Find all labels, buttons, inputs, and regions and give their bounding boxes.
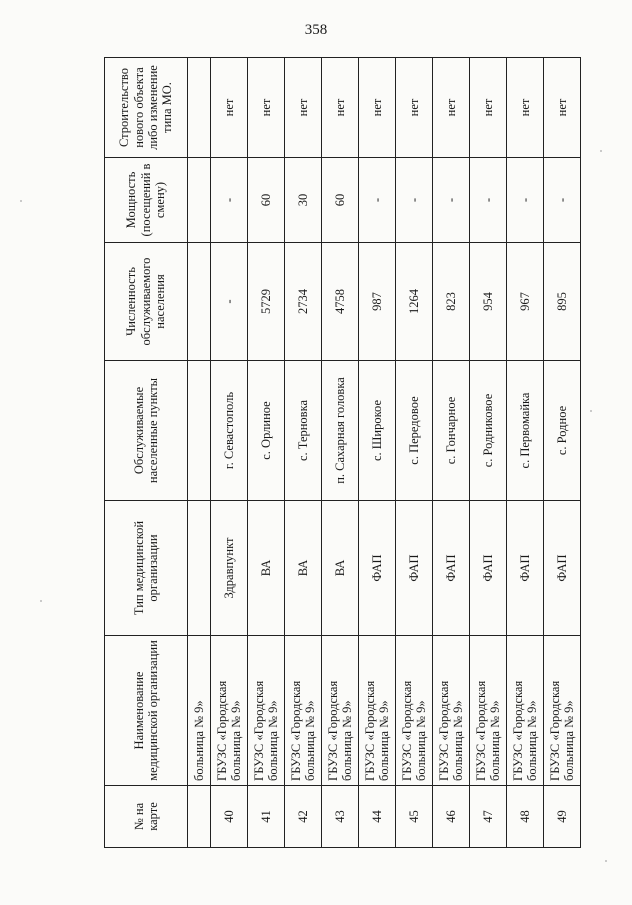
cell-construction: нет (433, 58, 470, 158)
scan-speck (590, 410, 592, 412)
cell-type: ФАП (359, 501, 396, 636)
cell-settlement: с. Передовое (396, 361, 433, 501)
table-row (285, 58, 322, 848)
continuation-row (188, 58, 211, 848)
cell-settlement: с. Широкое (359, 361, 396, 501)
cell-org: ГБУЗС «Городская больница № 9» (507, 636, 544, 786)
cell-org: ГБУЗС «Городская больница № 9» (248, 636, 285, 786)
cell-capacity: - (211, 158, 248, 243)
cell-org: ГБУЗС «Городская больница № 9» (470, 636, 507, 786)
cell-org: ГБУЗС «Городская больница № 9» (211, 636, 248, 786)
cell-capacity: - (470, 158, 507, 243)
cell-num: 42 (285, 786, 322, 848)
table-row (359, 58, 396, 848)
cell-settlement: п. Сахарная головка (322, 361, 359, 501)
table-row (470, 58, 507, 848)
cell-num: 41 (248, 786, 285, 848)
cell-construction: нет (470, 58, 507, 158)
scan-speck (600, 150, 602, 152)
cell-population: 967 (507, 243, 544, 361)
cell-capacity: - (359, 158, 396, 243)
table-row (507, 58, 544, 848)
header-map-number: № на карте (105, 786, 188, 848)
table-row (433, 58, 470, 848)
cell-num: 40 (211, 786, 248, 848)
header-population: Численность обслуживаемого населения (105, 243, 188, 361)
cell-type: ФАП (544, 501, 581, 636)
table-row (248, 58, 285, 848)
cell-type: ВА (322, 501, 359, 636)
cell-capacity: 60 (322, 158, 359, 243)
cell-type: ВА (285, 501, 322, 636)
cell-population: 823 (433, 243, 470, 361)
cell-construction: нет (507, 58, 544, 158)
cell-capacity: - (396, 158, 433, 243)
cell-capacity: - (544, 158, 581, 243)
header-org-type: Тип медицинской организации (105, 501, 188, 636)
scan-speck (605, 860, 607, 862)
cell-type: ФАП (507, 501, 544, 636)
cell-capacity: 30 (285, 158, 322, 243)
cell-num: 45 (396, 786, 433, 848)
cell-population: 4758 (322, 243, 359, 361)
cell-settlement: с. Терновка (285, 361, 322, 501)
cell-settlement: с. Гончарное (433, 361, 470, 501)
cell-type: ФАП (396, 501, 433, 636)
cell-population: - (211, 243, 248, 361)
header-org-name: Наименование медицинской организации (105, 636, 188, 786)
table-row (396, 58, 433, 848)
cell-type: Здравпункт (211, 501, 248, 636)
cell-org: ГБУЗС «Городская больница № 9» (396, 636, 433, 786)
cell-capacity: - (507, 158, 544, 243)
cell-population: 987 (359, 243, 396, 361)
page-number: 358 (304, 22, 328, 38)
cell-org: ГБУЗС «Городская больница № 9» (359, 636, 396, 786)
cell-num: 49 (544, 786, 581, 848)
header-capacity: Мощность (посещений в смену) (105, 158, 188, 243)
cell-settlement: с. Первомайка (507, 361, 544, 501)
cell-construction: нет (248, 58, 285, 158)
cell-construction: нет (285, 58, 322, 158)
table-row (211, 58, 248, 848)
table-row (544, 58, 581, 848)
cell-capacity: - (433, 158, 470, 243)
facilities-table (104, 57, 581, 848)
continuation-text: больница № 9» (188, 636, 211, 786)
cell-population: 895 (544, 243, 581, 361)
cell-type: ФАП (470, 501, 507, 636)
cell-settlement: с. Орлиное (248, 361, 285, 501)
header-row (105, 58, 188, 848)
cell-population: 1264 (396, 243, 433, 361)
cell-construction: нет (211, 58, 248, 158)
cell-settlement: с. Родное (544, 361, 581, 501)
cell-num: 48 (507, 786, 544, 848)
cell-construction: нет (544, 58, 581, 158)
cell-construction: нет (396, 58, 433, 158)
cell-type: ВА (248, 501, 285, 636)
rotated-table-container (104, 58, 576, 848)
cell-num: 46 (433, 786, 470, 848)
cell-org: ГБУЗС «Городская больница № 9» (433, 636, 470, 786)
header-construction: Строительство нового объекта либо изменение типа МО. (105, 58, 188, 158)
table-row (322, 58, 359, 848)
cell-population: 954 (470, 243, 507, 361)
cell-population: 5729 (248, 243, 285, 361)
cell-construction: нет (359, 58, 396, 158)
cell-org: ГБУЗС «Городская больница № 9» (322, 636, 359, 786)
header-settlements: Обслуживаемые населенные пункты (105, 361, 188, 501)
cell-settlement: с. Родниковое (470, 361, 507, 501)
cell-num: 44 (359, 786, 396, 848)
cell-org: ГБУЗС «Городская больница № 9» (544, 636, 581, 786)
cell-org: ГБУЗС «Городская больница № 9» (285, 636, 322, 786)
cell-population: 2734 (285, 243, 322, 361)
cell-settlement: г. Севастополь (211, 361, 248, 501)
cell-num: 43 (322, 786, 359, 848)
scan-speck (20, 200, 22, 202)
cell-construction: нет (322, 58, 359, 158)
cell-type: ФАП (433, 501, 470, 636)
cell-num: 47 (470, 786, 507, 848)
cell-capacity: 60 (248, 158, 285, 243)
scan-speck (40, 600, 42, 602)
